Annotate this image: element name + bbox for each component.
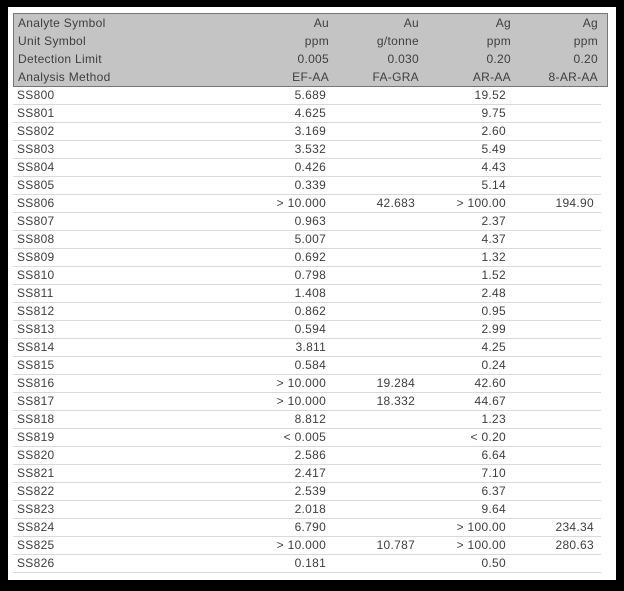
result-value-cell: 4.37: [481, 232, 507, 246]
result-value-cell: > 10.000: [276, 394, 327, 408]
table-row: [13, 519, 601, 537]
header-value-cell: 0.20: [486, 52, 511, 66]
result-value-cell: 5.14: [481, 178, 507, 192]
header-row-label: Detection Limit: [18, 52, 102, 66]
header-value-cell: Au: [313, 16, 329, 30]
header-value-cell: 0.030: [387, 52, 419, 66]
result-value-cell: 5.007: [294, 232, 327, 246]
result-value-cell: 3.532: [294, 142, 327, 156]
sample-id: SS821: [17, 466, 55, 480]
table-row: [13, 321, 601, 339]
sample-id: SS802: [17, 124, 55, 138]
table-row: [13, 267, 601, 285]
table-row: [13, 537, 601, 555]
result-value-cell: 9.64: [481, 502, 507, 516]
sample-id: SS805: [17, 178, 55, 192]
assay-results-table: [13, 13, 608, 573]
table-row: [13, 231, 601, 249]
result-value-cell: 4.43: [481, 160, 507, 174]
sample-id: SS809: [17, 250, 55, 264]
header-value-cell: AR-AA: [472, 70, 511, 84]
result-value-cell: 2.99: [481, 322, 507, 336]
sample-id: SS814: [17, 340, 55, 354]
sample-id: SS818: [17, 412, 55, 426]
result-value-cell: 2.586: [294, 448, 327, 462]
sample-id: SS803: [17, 142, 55, 156]
result-value-cell: 2.018: [294, 502, 327, 516]
result-value-cell: > 10.000: [276, 376, 327, 390]
result-value-cell: 18.332: [376, 394, 416, 408]
result-value-cell: > 100.00: [456, 520, 507, 534]
header-value-cell: Ag: [495, 16, 511, 30]
result-value-cell: < 0.20: [470, 430, 507, 444]
table-row: [13, 141, 601, 159]
result-value-cell: 2.37: [481, 214, 507, 228]
result-value-cell: 6.37: [481, 484, 507, 498]
sample-id: SS801: [17, 106, 55, 120]
table-row: [13, 411, 601, 429]
table-row: [13, 195, 601, 213]
result-value-cell: 234.34: [555, 520, 594, 534]
sample-id: SS811: [17, 286, 54, 300]
header-value-cell: Ag: [582, 16, 598, 30]
sample-id: SS808: [17, 232, 55, 246]
table-row: [13, 339, 601, 357]
header-value-cell: EF-AA: [292, 70, 329, 84]
header-value-cell: 0.20: [573, 52, 598, 66]
table-row: [13, 393, 601, 411]
sample-id: SS823: [17, 502, 55, 516]
result-value-cell: 2.60: [481, 124, 507, 138]
result-value-cell: 19.52: [474, 88, 507, 102]
table-row: [13, 447, 601, 465]
result-value-cell: 280.63: [555, 538, 594, 552]
result-value-cell: 3.169: [294, 124, 327, 138]
table-row: [13, 429, 601, 447]
result-value-cell: 0.95: [481, 304, 507, 318]
header-row: [14, 50, 607, 68]
result-value-cell: 44.67: [474, 394, 507, 408]
result-value-cell: 7.10: [481, 466, 507, 480]
result-value-cell: 1.23: [481, 412, 507, 426]
table-row: [13, 249, 601, 267]
result-value-cell: 8.812: [294, 412, 327, 426]
result-value-cell: > 10.000: [276, 196, 327, 210]
sample-id: SS824: [17, 520, 55, 534]
result-value-cell: 9.75: [481, 106, 507, 120]
header-row: [14, 14, 607, 32]
header-row-label: Analyte Symbol: [18, 16, 106, 30]
header-row-label: Unit Symbol: [18, 34, 86, 48]
result-value-cell: 3.811: [295, 340, 327, 354]
result-value-cell: 0.862: [294, 304, 327, 318]
result-value-cell: > 100.00: [456, 196, 507, 210]
report-page: [8, 7, 616, 580]
header-row-label: Analysis Method: [18, 70, 111, 84]
result-value-cell: 0.584: [294, 358, 327, 372]
result-value-cell: 0.692: [294, 250, 327, 264]
header-value-cell: 8-AR-AA: [548, 70, 598, 84]
result-value-cell: 6.64: [481, 448, 507, 462]
sample-id: SS800: [17, 88, 55, 102]
result-value-cell: 1.408: [294, 286, 327, 300]
sample-id: SS806: [17, 196, 55, 210]
table-row: [13, 105, 601, 123]
result-value-cell: 0.339: [294, 178, 327, 192]
table-row: [13, 285, 601, 303]
header-row: [14, 68, 607, 86]
result-value-cell: 0.24: [481, 358, 507, 372]
result-value-cell: 0.426: [294, 160, 327, 174]
sample-id: SS804: [17, 160, 55, 174]
sample-id: SS807: [17, 214, 55, 228]
table-row: [13, 213, 601, 231]
table-row: [13, 123, 601, 141]
table-header-block: [13, 13, 608, 87]
header-value-cell: FA-GRA: [372, 70, 419, 84]
result-value-cell: 6.790: [294, 520, 327, 534]
sample-id: SS813: [17, 322, 55, 336]
header-value-cell: Au: [403, 16, 419, 30]
sample-id: SS819: [17, 430, 55, 444]
table-row: [13, 357, 601, 375]
result-value-cell: 5.49: [481, 142, 507, 156]
result-value-cell: 4.625: [294, 106, 327, 120]
table-row: [13, 501, 601, 519]
sample-id: SS826: [17, 556, 55, 570]
table-row: [13, 87, 601, 105]
result-value-cell: 5.689: [294, 88, 327, 102]
result-value-cell: > 10.000: [276, 538, 327, 552]
result-value-cell: 42.60: [474, 376, 507, 390]
header-value-cell: g/tonne: [376, 34, 419, 48]
sample-id: SS820: [17, 448, 55, 462]
result-value-cell: 2.539: [294, 484, 327, 498]
table-row: [13, 555, 601, 573]
result-value-cell: 194.90: [555, 196, 594, 210]
result-value-cell: 0.798: [294, 268, 327, 282]
sample-id: SS815: [17, 358, 55, 372]
table-row: [13, 483, 601, 501]
table-row: [13, 159, 601, 177]
result-value-cell: 0.181: [294, 556, 327, 570]
result-value-cell: 0.50: [481, 556, 507, 570]
result-value-cell: 4.25: [481, 340, 507, 354]
sample-id: SS825: [17, 538, 55, 552]
header-value-cell: 0.005: [297, 52, 329, 66]
result-value-cell: 1.32: [481, 250, 507, 264]
table-row: [13, 177, 601, 195]
result-value-cell: 19.284: [376, 376, 416, 390]
result-value-cell: 2.48: [481, 286, 507, 300]
table-row: [13, 375, 601, 393]
result-value-cell: 42.683: [376, 196, 416, 210]
table-body: [13, 87, 608, 573]
table-row: [13, 465, 601, 483]
sample-id: SS810: [17, 268, 55, 282]
result-value-cell: 0.963: [294, 214, 327, 228]
header-value-cell: ppm: [573, 34, 598, 48]
result-value-cell: 2.417: [294, 466, 327, 480]
result-value-cell: < 0.005: [283, 430, 327, 444]
result-value-cell: 10.787: [376, 538, 416, 552]
header-row: [14, 32, 607, 50]
header-value-cell: ppm: [304, 34, 329, 48]
sample-id: SS812: [17, 304, 55, 318]
result-value-cell: 0.594: [294, 322, 327, 336]
sample-id: SS817: [17, 394, 55, 408]
header-value-cell: ppm: [486, 34, 511, 48]
sample-id: SS822: [17, 484, 55, 498]
result-value-cell: > 100.00: [456, 538, 507, 552]
sample-id: SS816: [17, 376, 55, 390]
result-value-cell: 1.52: [481, 268, 507, 282]
table-row: [13, 303, 601, 321]
